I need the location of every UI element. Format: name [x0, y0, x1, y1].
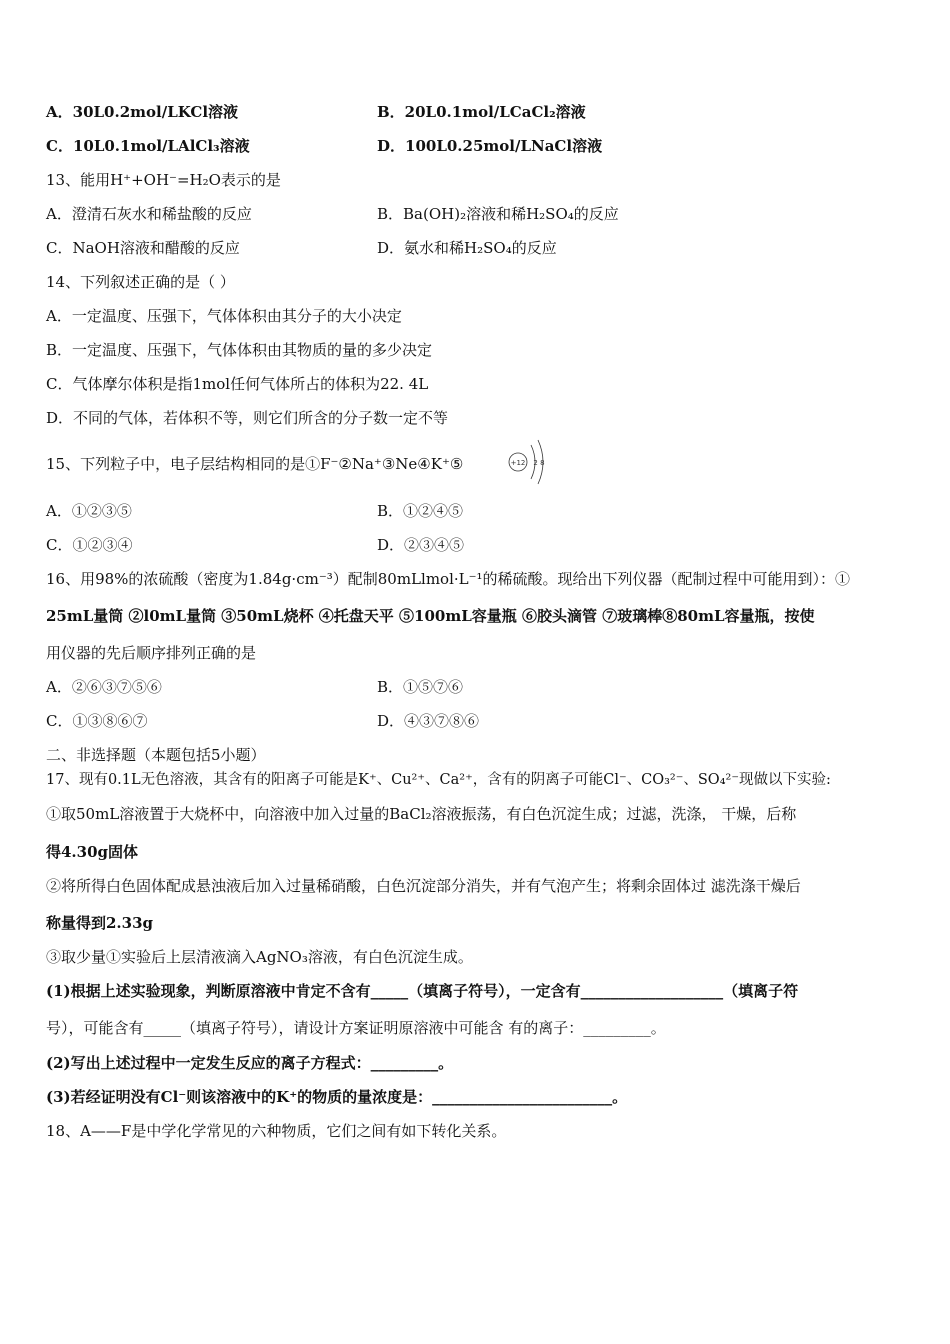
q15-stem: 15、下列粒子中，电子层结构相同的是①F⁻②Na⁺③Ne④K⁺⑤ — [46, 455, 464, 473]
q17-experiment-3: ③取少量①实验后上层清液滴入AgNO₃溶液，有白色沉淀生成。 — [46, 948, 473, 966]
q12-option-a: A．30L0.2mol/LKCl溶液 — [46, 103, 239, 121]
q17-part1-line1: (1)根据上述实验现象，判断原溶液中肯定不含有_____（填离子符号），一定含有___________________（填离子符 — [46, 982, 799, 1000]
q15-option-a: A．①②③⑤ — [46, 502, 132, 520]
q15-option-c: C．①②③④ — [46, 536, 133, 554]
shell-electrons: 2 8 — [533, 459, 545, 467]
q13-option-b: B．Ba(OH)₂溶液和稀H₂SO₄的反应 — [377, 205, 619, 223]
q12-option-d: D．100L0.25mol/LNaCl溶液 — [377, 137, 603, 155]
q17-part1-line2: 号），可能含有_____（填离子符号），请设计方案证明原溶液中可能含 有的离子：_________。 — [46, 1019, 666, 1037]
q13-stem: 13、能用H⁺+OH⁻=H₂O表示的是 — [46, 171, 281, 189]
q12-option-c: C．10L0.1mol/LAlCl₃溶液 — [46, 137, 250, 155]
q14-option-c: C．气体摩尔体积是指1mol任何气体所占的体积为22. 4L — [46, 375, 429, 393]
q16-stem-line3: 用仪器的先后顺序排列正确的是 — [46, 644, 257, 662]
q15-option-b: B．①②④⑤ — [377, 502, 464, 520]
q17-experiment-1-line2: 得4.30g固体 — [46, 843, 139, 861]
q13-option-c: C．NaOH溶液和醋酸的反应 — [46, 239, 240, 257]
q16-stem-line1: 16、用98%的浓硫酸（密度为1.84g·cm⁻³）配制80mLlmol·L⁻¹的稀硫酸。现给出下列仪器（配制过程中可能用到）：① — [46, 570, 851, 588]
q14-stem: 14、下列叙述正确的是（ ） — [46, 273, 235, 291]
q17-experiment-2-line2: 称量得到2.33g — [46, 914, 154, 932]
nucleus-charge: +12 — [510, 459, 526, 467]
q14-option-b: B．一定温度、压强下，气体体积由其物质的量的多少决定 — [46, 341, 433, 359]
atom-structure-diagram — [505, 437, 555, 487]
q17-part3: (3)若经证明没有Cl⁻则该溶液中的K⁺的物质的量浓度是：________________________。 — [46, 1088, 628, 1106]
q17-experiment-2-line1: ②将所得白色固体配成悬浊液后加入过量稀硝酸，白色沉淀部分消失，并有气泡产生；将剩余固体过 滤洗涤干燥后 — [46, 877, 801, 895]
section-heading: 二、非选择题（本题包括5小题） — [46, 746, 266, 764]
q13-option-a: A．澄清石灰水和稀盐酸的反应 — [46, 205, 252, 223]
q12-option-b: B．20L0.1mol/LCaCl₂溶液 — [377, 103, 586, 121]
q16-option-b: B．①⑤⑦⑥ — [377, 678, 464, 696]
q16-stem-line2: 25mL量筒 ②l0mL量筒 ③50mL烧杯 ④托盘天平 ⑤100mL容量瓶 ⑥胶头滴管 ⑦玻璃棒⑧80mL容量瓶，按使 — [46, 607, 815, 625]
q13-option-d: D．氨水和稀H₂SO₄的反应 — [377, 239, 557, 257]
q16-option-d: D．④③⑦⑧⑥ — [377, 712, 480, 730]
q17-stem: 17、现有0.1L无色溶液，其含有的阳离子可能是K⁺、Cu²⁺、Ca²⁺，含有的阴离子可能Cl⁻、CO₃²⁻、SO₄²⁻现做以下实验: — [46, 772, 831, 788]
q16-option-c: C．①③⑧⑥⑦ — [46, 712, 148, 730]
q17-experiment-1-line1: ①取50mL溶液置于大烧杯中，向溶液中加入过量的BaCl₂溶液振荡，有白色沉淀生成；过滤，洗涤， 干燥，后称 — [46, 805, 797, 823]
q14-option-d: D．不同的气体，若体积不等，则它们所含的分子数一定不等 — [46, 409, 449, 427]
q16-option-a: A．②⑥③⑦⑤⑥ — [46, 678, 162, 696]
q18-stem: 18、A——F是中学化学常见的六种物质，它们之间有如下转化关系。 — [46, 1122, 507, 1140]
q15-option-d: D．②③④⑤ — [377, 536, 465, 554]
q14-option-a: A．一定温度、压强下，气体体积由其分子的大小决定 — [46, 307, 402, 325]
q17-part2: (2)写出上述过程中一定发生反应的离子方程式：_________。 — [46, 1054, 454, 1072]
